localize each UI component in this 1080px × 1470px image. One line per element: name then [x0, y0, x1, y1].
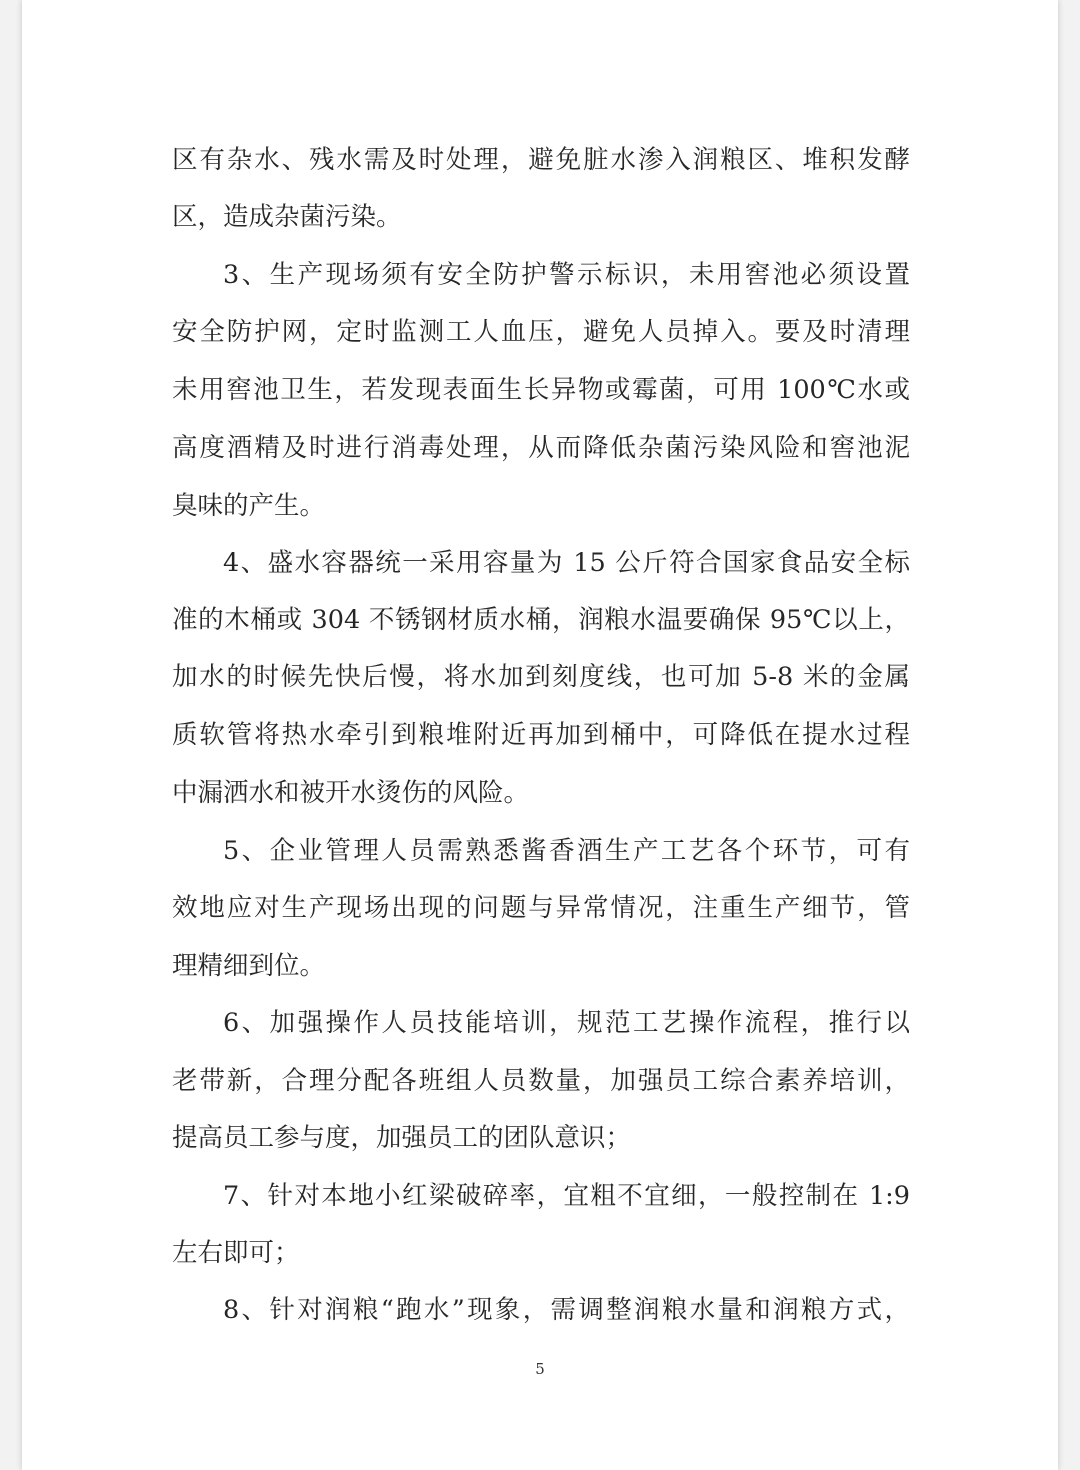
text-line: 理精细到位。 [172, 951, 326, 981]
text-line: 左右即可； [172, 1238, 300, 1268]
text-line: 7、针对本地小红梁破碎率，宜粗不宜细，一般控制在 1:9 [223, 1181, 910, 1211]
text-line: 质软管将热水牵引到粮堆附近再加到桶中，可降低在提水过程 [172, 720, 910, 750]
text-line: 安全防护网，定时监测工人血压，避免人员掉入。要及时清理 [172, 317, 910, 347]
text-line: 提高员工参与度，加强员工的团队意识； [172, 1123, 632, 1153]
document-page [22, 0, 1058, 1470]
text-line: 未用窖池卫生，若发现表面生长异物或霉菌，可用 100℃水或 [172, 375, 910, 405]
text-line: 效地应对生产现场出现的问题与异常情况，注重生产细节，管 [172, 893, 910, 923]
text-line: 老带新，合理分配各班组人员数量，加强员工综合素养培训， [172, 1066, 910, 1096]
text-line: 臭味的产生。 [172, 491, 326, 521]
text-line: 3、生产现场须有安全防护警示标识，未用窖池必须设置 [223, 260, 910, 290]
text-line: 6、加强操作人员技能培训，规范工艺操作流程，推行以 [223, 1008, 910, 1038]
text-line: 区有杂水、残水需及时处理，避免脏水渗入润粮区、堆积发酵 [172, 145, 910, 175]
text-line: 5、企业管理人员需熟悉酱香酒生产工艺各个环节，可有 [223, 836, 910, 866]
text-line: 区，造成杂菌污染。 [172, 202, 402, 232]
text-line: 高度酒精及时进行消毒处理，从而降低杂菌污染风险和窖池泥 [172, 433, 910, 463]
text-line: 8、针对润粮“跑水”现象，需调整润粮水量和润粮方式， [223, 1295, 910, 1325]
text-line: 准的木桶或 304 不锈钢材质水桶，润粮水温要确保 95℃以上， [172, 605, 910, 635]
page-number: 5 [535, 1360, 545, 1378]
text-line: 中漏洒水和被开水烫伤的风险。 [172, 778, 530, 808]
text-line: 4、盛水容器统一采用容量为 15 公斤符合国家食品安全标 [223, 548, 910, 578]
text-line: 加水的时候先快后慢，将水加到刻度线，也可加 5-8 米的金属 [172, 662, 910, 692]
